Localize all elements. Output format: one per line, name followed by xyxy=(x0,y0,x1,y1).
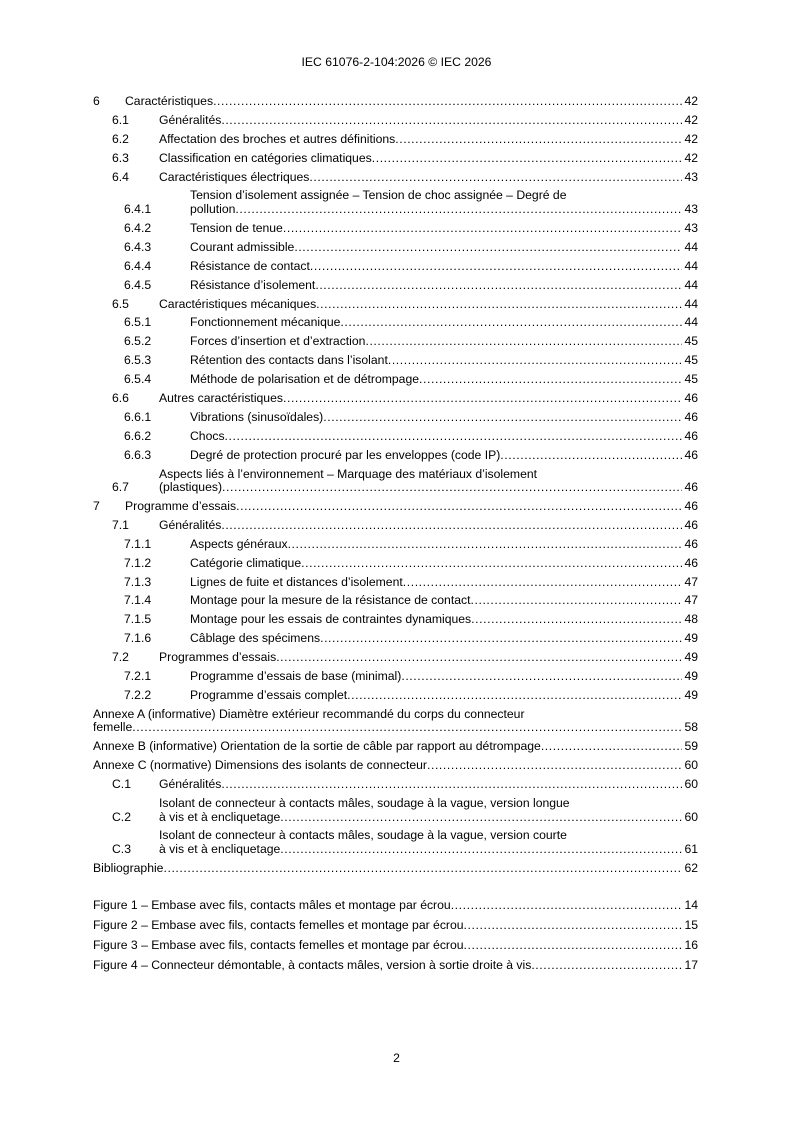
toc-entry-number: 6.5.2 xyxy=(124,334,152,349)
toc-entry-title: Degré de protection procuré par les enveloppes (code IP) xyxy=(190,447,501,462)
toc-entry-number: 7.1.5 xyxy=(124,612,152,627)
toc-entry-page: 48 xyxy=(684,612,698,627)
toc-entry-page: 49 xyxy=(684,687,698,702)
toc-entry[interactable] xyxy=(93,959,698,973)
dot-leader xyxy=(213,95,682,109)
toc-entry-page: 14 xyxy=(684,897,698,912)
toc-entry[interactable] xyxy=(93,171,698,185)
toc-entry-page: 45 xyxy=(684,334,698,349)
toc-entry-title: Montage pour les essais de contraintes dynamiques xyxy=(190,612,472,627)
dot-leader xyxy=(347,689,682,703)
toc-entry-title: Figure 1 – Embase avec fils, contacts mâles et montage par écrou xyxy=(93,897,451,912)
toc-entry-title: Classification en catégories climatiques xyxy=(159,150,372,165)
toc-entry-number: 6.5 xyxy=(112,296,129,311)
toc-entry-title: Généralités xyxy=(159,517,222,532)
dot-leader xyxy=(500,449,682,463)
toc-entry[interactable] xyxy=(93,468,698,495)
toc-entry-number: 7.1.3 xyxy=(124,574,152,589)
toc-entry-title: à vis et à encliquetage xyxy=(159,842,281,857)
dot-leader xyxy=(470,594,682,608)
toc-entry[interactable] xyxy=(93,279,698,293)
toc-entry-title: à vis et à encliquetage xyxy=(159,809,281,824)
toc-entry-number: 7.1 xyxy=(112,517,129,532)
toc-entry-page: 46 xyxy=(684,555,698,570)
toc-entry[interactable] xyxy=(93,430,698,444)
dot-leader xyxy=(294,241,682,255)
dot-leader xyxy=(276,651,682,665)
toc-entry-page: 46 xyxy=(684,499,698,513)
toc-entry-number: 7.1.2 xyxy=(124,555,152,570)
toc-entry-page: 42 xyxy=(684,94,698,108)
toc-entry-title: Affectation des broches et autres définitions xyxy=(159,131,396,146)
toc-entry-title: Programme d’essais complet xyxy=(190,687,348,702)
dot-leader xyxy=(471,613,682,627)
page-number: 2 xyxy=(393,1051,400,1065)
toc-entry-title: Figure 4 – Connecteur démontable, à contacts mâles, version à sortie droite à vis xyxy=(93,957,532,972)
dot-leader xyxy=(235,203,682,217)
toc-entry-page: 46 xyxy=(684,447,698,462)
toc-entry-title-line1: Aspects liés à l’environnement – Marquage des matériaux d’isolement xyxy=(159,466,538,481)
dot-leader xyxy=(283,222,683,236)
toc-entry-number: 6.4.2 xyxy=(124,220,152,235)
toc-entry-page: 45 xyxy=(684,353,698,368)
toc-entry[interactable] xyxy=(93,95,698,109)
toc-entry-number: C.2 xyxy=(112,809,131,824)
toc-entry[interactable] xyxy=(93,613,698,627)
toc-entry-page: 49 xyxy=(684,631,698,646)
toc-entry[interactable] xyxy=(93,152,698,166)
toc-entry-title-line1: Isolant de connecteur à contacts mâles, soudage à la vague, version courte xyxy=(159,828,567,843)
toc-entry-number: 6.6 xyxy=(112,390,129,405)
toc-entry[interactable] xyxy=(93,354,698,368)
toc-entry[interactable] xyxy=(93,594,698,608)
toc-entry-page: 46 xyxy=(684,536,698,551)
toc-entry[interactable] xyxy=(93,373,698,387)
dot-leader xyxy=(427,759,682,773)
toc-entry-title-line1: Isolant de connecteur à contacts mâles, soudage à la vague, version longue xyxy=(159,795,570,810)
toc-entry-title: Vibrations (sinusoïdales) xyxy=(190,409,324,424)
toc-entry-page: 59 xyxy=(684,739,698,754)
dot-leader xyxy=(395,133,682,147)
toc-entry-page: 62 xyxy=(684,860,698,875)
dot-leader xyxy=(280,843,682,857)
toc-entry-page: 43 xyxy=(684,202,698,217)
table-of-contents xyxy=(93,95,698,972)
toc-entry[interactable] xyxy=(93,919,698,933)
toc-entry[interactable] xyxy=(93,335,698,349)
toc-entry-number: 7.2.1 xyxy=(124,669,152,684)
toc-entry[interactable] xyxy=(93,133,698,147)
dot-leader xyxy=(531,959,682,973)
toc-entry-number: 6.7 xyxy=(112,480,129,495)
toc-entry[interactable] xyxy=(93,538,698,552)
toc-entry-page: 49 xyxy=(684,650,698,665)
toc-entry[interactable] xyxy=(93,740,698,754)
dot-leader xyxy=(309,171,682,185)
toc-entry-number: 6.6.3 xyxy=(124,447,152,462)
toc-entry-number: 6.4 xyxy=(112,169,129,184)
toc-entry[interactable] xyxy=(93,708,698,735)
toc-entry[interactable] xyxy=(93,651,698,665)
dot-leader xyxy=(365,335,682,349)
toc-entry-number: 6.5.3 xyxy=(124,353,152,368)
toc-entry-title: Câblage des spécimens xyxy=(190,631,321,646)
toc-entry[interactable] xyxy=(93,411,698,425)
toc-entry[interactable] xyxy=(93,670,698,684)
toc-entry-title: Figure 3 – Embase avec fils, contacts femelles et montage par écrou xyxy=(93,937,464,952)
toc-entry-number: 6.4.5 xyxy=(124,277,152,292)
dot-leader xyxy=(464,939,683,953)
toc-entry[interactable] xyxy=(93,222,698,236)
dot-leader xyxy=(316,298,682,312)
toc-entry-number: 6.1 xyxy=(112,112,129,127)
toc-entry[interactable] xyxy=(93,797,698,824)
toc-entry-page: 46 xyxy=(684,390,698,405)
toc-entry[interactable] xyxy=(93,557,698,571)
toc-entry-title: Méthode de polarisation et de détrompage xyxy=(190,372,420,387)
dot-leader xyxy=(236,500,682,514)
dot-leader xyxy=(464,919,683,933)
toc-entry-page: 60 xyxy=(684,758,698,773)
toc-entry-title: Fonctionnement mécanique xyxy=(190,315,341,330)
toc-entry-page: 46 xyxy=(684,480,698,495)
toc-entry-number: 6.3 xyxy=(112,150,129,165)
section-gap xyxy=(93,876,698,896)
toc-entry-title: Aspects généraux xyxy=(190,536,288,551)
toc-entry-title: Caractéristiques mécaniques xyxy=(159,296,317,311)
toc-entry-number: 7.1.6 xyxy=(124,631,152,646)
toc-entry[interactable] xyxy=(93,899,698,913)
toc-entry-number: 6.5.4 xyxy=(124,372,152,387)
dot-leader xyxy=(451,899,683,913)
toc-entry-page: 43 xyxy=(684,220,698,235)
toc-entry-title-line1: Annexe A (informative) Diamètre extérieur recommandé du corps du connecteur xyxy=(93,706,525,721)
toc-entry-page: 17 xyxy=(684,957,698,972)
toc-entry[interactable] xyxy=(93,449,698,463)
dot-leader xyxy=(340,316,682,330)
toc-entry[interactable] xyxy=(93,392,698,406)
dot-leader xyxy=(221,519,682,533)
toc-entry-number: 6.4.4 xyxy=(124,258,152,273)
toc-entry[interactable] xyxy=(93,500,698,514)
toc-entry-page: 60 xyxy=(684,777,698,792)
toc-entry-number: 7.1.4 xyxy=(124,593,152,608)
toc-entry-title: (plastiques) xyxy=(159,480,222,495)
toc-entry-title-line1: Tension d’isolement assignée – Tension de choc assignée – Degré de xyxy=(190,188,567,203)
toc-entry-page: 44 xyxy=(684,315,698,330)
toc-entry-number: C.1 xyxy=(112,777,131,792)
dot-leader xyxy=(132,721,682,735)
toc-entry-title: Caractéristiques électriques xyxy=(159,169,310,184)
toc-entry-number: C.3 xyxy=(112,842,131,857)
toc-entry[interactable] xyxy=(93,576,698,590)
toc-entry-title: femelle xyxy=(93,720,133,735)
toc-entry[interactable] xyxy=(93,519,698,533)
toc-entry[interactable] xyxy=(93,759,698,773)
toc-entry-page: 42 xyxy=(684,131,698,146)
dot-leader xyxy=(288,538,683,552)
toc-entry-title: Caractéristiques xyxy=(125,94,214,108)
toc-entry-title: Bibliographie xyxy=(93,860,164,875)
toc-entry[interactable] xyxy=(93,114,698,128)
toc-entry-number: 7 xyxy=(93,499,100,513)
toc-entry-number: 6.6.2 xyxy=(124,428,152,443)
toc-entry[interactable] xyxy=(93,260,698,274)
toc-entry-page: 46 xyxy=(684,428,698,443)
toc-entry-title: Programmes d’essais xyxy=(159,650,277,665)
dot-leader xyxy=(310,260,683,274)
toc-entry-page: 46 xyxy=(684,517,698,532)
page-header: IEC 61076-2-104:2026 © IEC 2026 xyxy=(301,55,492,69)
dot-leader xyxy=(401,670,682,684)
toc-entry-title: Lignes de fuite et distances d’isolement xyxy=(190,574,403,589)
toc-entry-title: Rétention des contacts dans l’isolant xyxy=(190,353,388,368)
toc-entry-page: 46 xyxy=(684,409,698,424)
toc-entry-number: 7.1.1 xyxy=(124,536,152,551)
dot-leader xyxy=(280,811,682,825)
toc-entry-number: 6.4.1 xyxy=(124,202,152,217)
dot-leader xyxy=(403,576,683,590)
toc-entry-title: Autres caractéristiques xyxy=(159,390,283,405)
toc-entry-page: 58 xyxy=(684,720,698,735)
dot-leader xyxy=(419,373,682,387)
toc-entry-page: 61 xyxy=(684,842,698,857)
toc-entry-title: Courant admissible xyxy=(190,239,295,254)
dot-leader xyxy=(315,279,682,293)
dot-leader xyxy=(222,481,682,495)
toc-entry-title: Programme d’essais de base (minimal) xyxy=(190,669,402,684)
dot-leader xyxy=(320,632,682,646)
dot-leader xyxy=(221,114,682,128)
toc-entry-number: 6.5.1 xyxy=(124,315,152,330)
toc-entry-page: 47 xyxy=(684,593,698,608)
toc-entry[interactable] xyxy=(93,298,698,312)
toc-entry[interactable] xyxy=(93,632,698,646)
toc-entry-title: Résistance de contact xyxy=(190,258,310,273)
toc-entry-title: Généralités xyxy=(159,112,222,127)
toc-entry-title: Annexe B (informative) Orientation de la sortie de câble par rapport au détrompage xyxy=(93,739,541,754)
toc-entry-title: Programme d’essais xyxy=(125,499,237,513)
toc-entry[interactable] xyxy=(93,939,698,953)
toc-entry[interactable] xyxy=(93,316,698,330)
toc-entry[interactable] xyxy=(93,778,698,792)
toc-entry-page: 44 xyxy=(684,239,698,254)
dot-leader xyxy=(283,392,682,406)
dot-leader xyxy=(163,862,682,876)
toc-entry-page: 43 xyxy=(684,169,698,184)
dot-leader xyxy=(221,778,682,792)
toc-entry-title: Catégorie climatique xyxy=(190,555,302,570)
toc-entry-title: Tension de tenue xyxy=(190,220,283,235)
dot-leader xyxy=(372,152,683,166)
toc-entry-title: Montage pour la mesure de la résistance de contact xyxy=(190,593,471,608)
toc-entry-title: Résistance d’isolement xyxy=(190,277,316,292)
toc-entry-page: 42 xyxy=(684,112,698,127)
toc-entry-title: Généralités xyxy=(159,777,222,792)
toc-entry[interactable] xyxy=(93,862,698,876)
toc-entry-page: 44 xyxy=(684,277,698,292)
dot-leader xyxy=(323,411,682,425)
toc-entry-number: 6 xyxy=(93,94,100,108)
toc-entry-title: Figure 2 – Embase avec fils, contacts femelles et montage par écrou xyxy=(93,917,464,932)
toc-entry-number: 7.2.2 xyxy=(124,687,152,702)
toc-entry[interactable] xyxy=(93,241,698,255)
toc-entry-number: 6.4.3 xyxy=(124,239,152,254)
dot-leader xyxy=(541,740,683,754)
toc-entry-page: 44 xyxy=(684,258,698,273)
toc-entry[interactable] xyxy=(93,829,698,856)
toc-entry-page: 44 xyxy=(684,296,698,311)
dot-leader xyxy=(225,430,683,444)
toc-entry-number: 6.6.1 xyxy=(124,409,152,424)
toc-entry-page: 47 xyxy=(684,574,698,589)
toc-entry-title: Chocs xyxy=(190,428,225,443)
toc-entry-page: 15 xyxy=(684,917,698,932)
toc-entry-title: pollution xyxy=(190,202,236,217)
toc-entry-number: 7.2 xyxy=(112,650,129,665)
toc-entry-number: 6.2 xyxy=(112,131,129,146)
toc-entry[interactable] xyxy=(93,189,698,216)
toc-entry-title: Annexe C (normative) Dimensions des isolants de connecteur xyxy=(93,758,427,773)
toc-entry-page: 49 xyxy=(684,669,698,684)
dot-leader xyxy=(301,557,682,571)
toc-entry-page: 16 xyxy=(684,937,698,952)
toc-entry-page: 42 xyxy=(684,150,698,165)
toc-entry-title: Forces d’insertion et d’extraction xyxy=(190,334,366,349)
dot-leader xyxy=(388,354,683,368)
toc-entry-page: 45 xyxy=(684,372,698,387)
toc-entry-page: 60 xyxy=(684,809,698,824)
toc-entry[interactable] xyxy=(93,689,698,703)
